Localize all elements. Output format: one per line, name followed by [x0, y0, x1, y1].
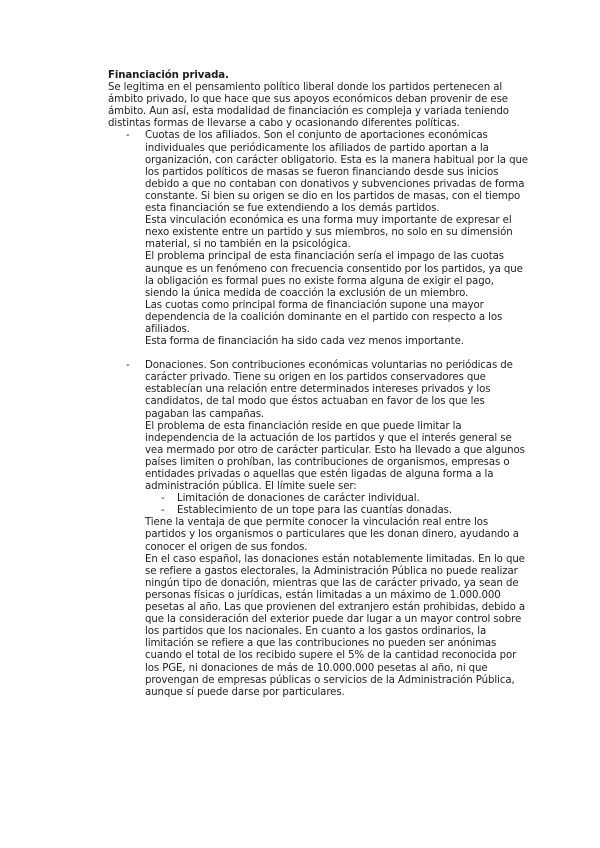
donaciones-paragraph: Donaciones. Son contribuciones económicas voluntarias no periódicas de carácter privado. Tiene su origen en los partidos conservadores que establecían una relación entre determinados intereses privados y los candidatos, de tal modo que éstos actuaban en favor de los que les pagaban las campañas. — [145, 360, 513, 420]
intro-paragraph: Se legitima en el pensamiento político liberal donde los partidos pertenecen al ámbito privado, lo que hace que sus apoyos económicos deban provenir de ese ámbito. Aun así, esta modalidad de financiación es compleja y variada teniendo distintas formas de llevarse a cabo y ocasionando diferentes políticas. — [108, 82, 509, 130]
donaciones-paragraph: Tiene la ventaja de que permite conocer la vinculación real entre los partidos y los organismos o particulares que les donan dinero, ayudando a conocer el origen de sus fondos. — [145, 517, 519, 553]
limits-list-item — [161, 505, 529, 517]
bullet-dash: - — [161, 493, 165, 505]
cuotas-paragraph: El problema principal de esta financiación sería el impago de las cuotas aunque es un fenómeno con frecuencia consentido por los partidos, ya que la obligación es formal pues no existe forma alguna de exigir el pago, siendo la única medida de coacción la exclusión de un miembro. — [145, 251, 523, 299]
limit-text: Establecimiento de un tope para las cuantías donadas. — [177, 505, 452, 517]
bullet-dash: - — [161, 505, 165, 517]
limits-list-item — [161, 493, 529, 505]
list-item-cuotas — [108, 130, 529, 348]
bullet-dash: - — [126, 130, 130, 142]
limit-text: Limitación de donaciones de carácter individual. — [177, 493, 420, 505]
cuotas-paragraph: Las cuotas como principal forma de financiación supone una mayor dependencia de la coalición dominante en el partido con respecto a los afiliados. — [145, 299, 503, 335]
donaciones-paragraph: En el caso español, las donaciones están notablemente limitadas. En lo que se refiere a gastos electorales, la Administración Pública no puede realizar ningún tipo de donación, mientras que las de carácter privado, ya sean de personas físicas o jurídicas, están limitadas a un máximo de 1.000.000 pesetas al año. Las que provienen del extranjero están prohibidas, debido a que la consideración del exterior puede dar lugar a un mayor control sobre los partidos que los nacionales. En cuanto a los gastos ordinarios, la limitación se refiere a que las contribuciones no pueden ser anónimas cuando el total de los recibido supere el 5% de la cantidad reconocida por los PGE, ni donaciones de más de 10.000.000 pesetas al año, ni que provengan de empresas públicas o servicios de la Administración Pública, aunque sí puede darse por particulares. — [145, 553, 526, 698]
cuotas-paragraph: Esta vinculación económica es una forma muy importante de expresar el nexo existente entre un partido y sus miembros, no solo en su dimensión material, si no también en la psicológica. — [145, 215, 513, 251]
cuotas-paragraph: Cuotas de los afiliados. Son el conjunto de aportaciones económicas individuales que periódicamente los afiliados de partido aportan a la organización, con carácter obligatorio. Esta es la manera habitual por la que los partidos políticos de masas se fueron financiando desde sus inicios debido a que no contaban con donativos y subvenciones privadas de forma constante. Si bien su origen se dio en los partidos de masas, con el tiempo esta financiación se fue extendiendo a los demás partidos. — [145, 130, 528, 215]
donaciones-paragraph: El problema de esta financiación reside en que puede limitar la independencia de la actuación de los partidos y que el interés general se vea mermado por otro de carácter particular. Esto ha llevado a que algunos países limiten o prohíban, las contribuciones de organismos, empresas o entidades privadas o aquellas que estén ligadas de alguna forma a la administración pública. El límite suele ser: — [145, 420, 525, 493]
limits-list — [145, 493, 529, 517]
document-body — [108, 70, 528, 699]
list-item-donaciones — [108, 360, 529, 699]
section-title: Financiación privada. — [108, 70, 229, 81]
bullet-dash: - — [126, 360, 130, 372]
cuotas-paragraph: Esta forma de financiación ha sido cada vez menos importante. — [145, 336, 464, 348]
